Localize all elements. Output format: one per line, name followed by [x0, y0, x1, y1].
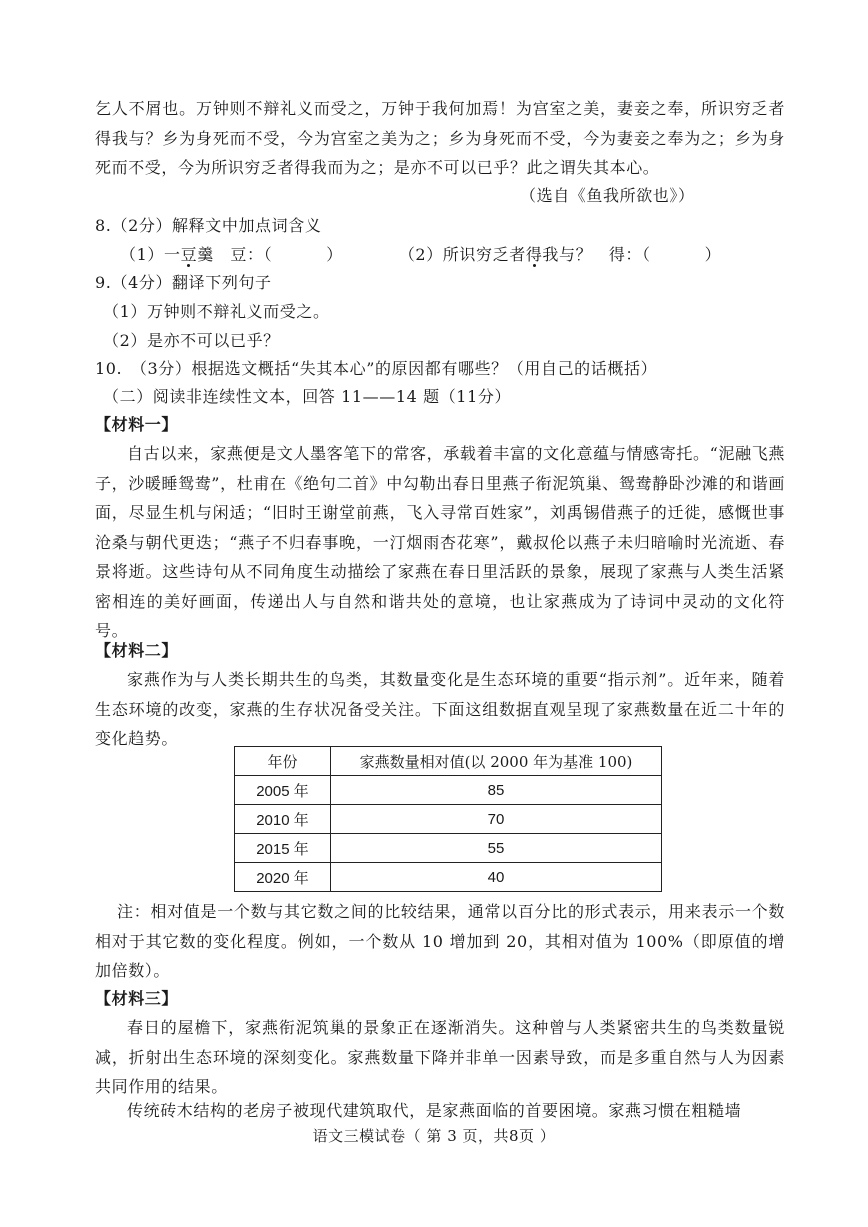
swallow-population-table — [234, 746, 662, 892]
question-9-item-2: （2）是亦不可以已乎？ — [103, 331, 280, 350]
table-row — [235, 834, 662, 863]
table-cell-year: 2005 年 — [235, 776, 331, 805]
material-3-paragraph-1: 春日的屋檐下，家燕衔泥筑巢的景象正在逐渐消失。这种曾与人类紧密共生的鸟类数量锐减，折射出生态环境的深刻变化。家燕数量下降并非单一因素导致，而是多重自然与人为因素共同作用的结果。 — [95, 1018, 785, 1096]
table-header-row — [235, 747, 662, 776]
question-9-item-1: （1）万钟则不辩礼义而受之。 — [103, 302, 330, 321]
page-footer: 语文三模试卷（ 第 3 页，共8页 ） — [312, 1127, 556, 1145]
q8-item2-rest: 我与？ 得：（ — [542, 245, 651, 264]
table-cell-value: 85 — [331, 776, 662, 805]
table-header-value: 家燕数量相对值(以 2000 年为基准 100) — [331, 747, 662, 776]
q8-item2-close: ） — [704, 245, 722, 264]
table-row — [235, 805, 662, 834]
table-cell-year: 2015 年 — [235, 834, 331, 863]
q8-item1-dotted-word: 豆 — [180, 245, 198, 264]
q8-item2-dotted-word: 得 — [525, 245, 543, 264]
question-9-title: 9.（4分）翻译下列句子 — [95, 273, 272, 292]
material-2-heading: 【材料二】 — [95, 641, 179, 660]
table-cell-value: 40 — [331, 863, 662, 892]
material-3-paragraph-2: 传统砖木结构的老房子被现代建筑取代，是家燕面临的首要困境。家燕习惯在粗糙墙 — [127, 1101, 742, 1120]
section-2-heading: （二）阅读非连续性文本，回答 11——14 题（11分） — [103, 387, 512, 406]
q8-item1-prefix: （1）一 — [120, 245, 181, 264]
material-2-text: 家燕作为与人类长期共生的鸟类，其数量变化是生态环境的重要“指示剂”。近年来，随着生态环境的改变，家燕的生存状况备受关注。下面这组数据直观呈现了家燕数量在近二十年的变化趋势。 — [95, 670, 785, 748]
material-3-heading: 【材料三】 — [95, 989, 179, 1008]
question-10-title: 10. （3分）根据选文概括“失其本心”的原因都有哪些？（用自己的话概括） — [95, 359, 658, 378]
table-header-year: 年份 — [235, 747, 331, 776]
passage-source: （选自《鱼我所欲也》） — [520, 186, 695, 205]
classical-passage-text: 乞人不屑也。万钟则不辩礼义而受之，万钟于我何加焉！为宫室之美，妻妾之奉，所识穷乏者得我与？乡为身死而不受，今为宫室之美为之；乡为身死而不受，今为妻妾之奉为之；乡为身死而不受，今为所识穷乏者得我而为之；是亦不可以已乎？此之谓失其本心。 — [95, 99, 785, 177]
table-row — [235, 863, 662, 892]
material-1-heading: 【材料一】 — [95, 415, 179, 434]
question-8-title: 8.（2分）解释文中加点词含义 — [95, 216, 322, 235]
table-cell-year: 2010 年 — [235, 805, 331, 834]
table-cell-year: 2020 年 — [235, 863, 331, 892]
table-row — [235, 776, 662, 805]
question-8-items — [120, 240, 721, 269]
material-2-note: 注：相对值是一个数与其它数之间的比较结果，通常以百分比的形式表示，用来表示一个数相对于其它数的变化程度。例如，一个数从 10 增加到 20，其相对值为 100%（即原值的增加倍数）。 — [95, 902, 785, 980]
material-1-text: 自古以来，家燕便是文人墨客笔下的常客，承载着丰富的文化意蕴与情感寄托。“泥融飞燕子，沙暖睡鸳鸯”，杜甫在《绝句二首》中勾勒出春日里燕子衔泥筑巢、鸳鸯静卧沙滩的和谐画面，尽显生机与闲适；“旧时王谢堂前燕，飞入寻常百姓家”，刘禹锡借燕子的迁徙，感慨世事沧桑与朝代更迭；“燕子不归春事晚，一汀烟雨杏花寒”，戴叔伦以燕子未归暗喻时光流逝、春景将逝。这些诗句从不同角度生动描绘了家燕在春日里活跃的景象，展现了家燕与人类生活紧密相连的美好画面，传递出人与自然和谐共处的意境，也让家燕成为了诗词中灵动的文化符号。 — [95, 444, 785, 640]
q8-item2-prefix: （2）所识穷乏者 — [398, 245, 526, 264]
table-cell-value: 70 — [331, 805, 662, 834]
table-cell-value: 55 — [331, 834, 662, 863]
q8-item1-rest: 羹 豆：（ — [197, 245, 273, 264]
q8-item1-close: ） — [326, 245, 343, 264]
